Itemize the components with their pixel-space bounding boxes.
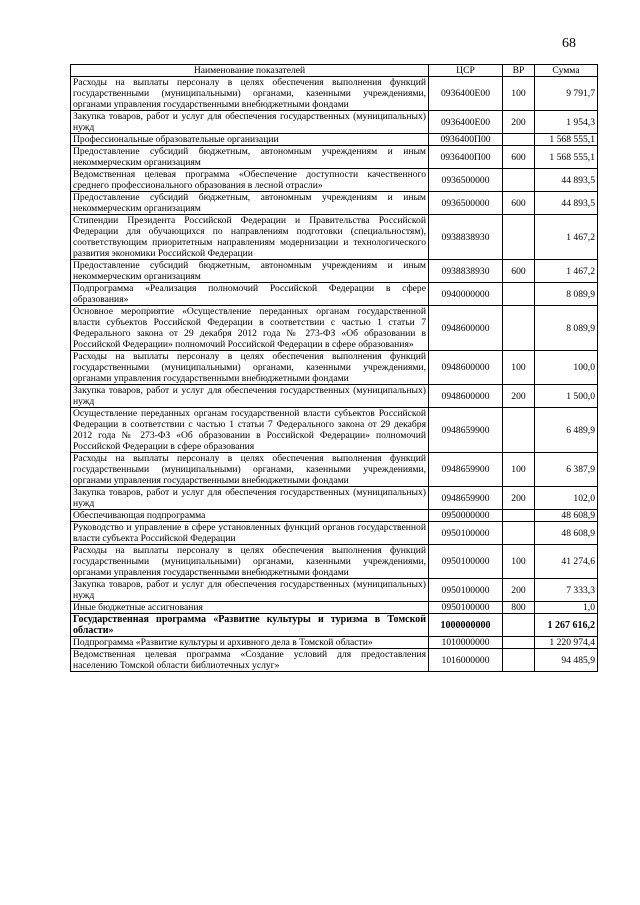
header-sum: Сумма: [535, 65, 598, 77]
table-header-row: [71, 65, 598, 77]
cell-csr: 0950100000: [429, 522, 503, 545]
cell-vr: 200: [503, 111, 535, 134]
table-row: [71, 545, 598, 579]
cell-name: Обеспечивающая подпрограмма: [71, 510, 429, 522]
cell-name: Подпрограмма «Реализация полномочий Российской Федерации в сфере образования»: [71, 283, 429, 306]
cell-sum: 48 608,9: [535, 522, 598, 545]
cell-csr: 0950000000: [429, 510, 503, 522]
table-row: [71, 134, 598, 146]
header-name: Наименование показателей: [71, 65, 429, 77]
cell-sum: 1 568 555,1: [535, 134, 598, 146]
cell-name: Расходы на выплаты персоналу в целях обеспечения выполнения функций государственными (муниципальными) органами, казенными учреждениями, органами управления государственными внебюджетными фондами: [71, 545, 429, 579]
table-row: [71, 192, 598, 215]
cell-sum: 1 220 974,4: [535, 637, 598, 649]
table-row: [71, 637, 598, 649]
budget-table: [70, 64, 598, 672]
cell-vr: [503, 522, 535, 545]
cell-name: Профессиональные образовательные организации: [71, 134, 429, 146]
cell-vr: 100: [503, 351, 535, 385]
cell-sum: 6 489,9: [535, 408, 598, 453]
cell-name: Закупка товаров, работ и услуг для обеспечения государственных (муниципальных) нужд: [71, 487, 429, 510]
cell-sum: 94 485,9: [535, 649, 598, 672]
table-row: [71, 385, 598, 408]
cell-csr: 1010000000: [429, 637, 503, 649]
cell-name: Расходы на выплаты персоналу в целях обеспечения выполнения функций государственными (муниципальными) органами, казенными учреждениями, органами управления государственными внебюджетными фондами: [71, 453, 429, 487]
cell-vr: [503, 283, 535, 306]
cell-csr: 0938838930: [429, 260, 503, 283]
cell-sum: 41 274,6: [535, 545, 598, 579]
cell-sum: 100,0: [535, 351, 598, 385]
table-row: [71, 614, 598, 637]
cell-name: Основное мероприятие «Осуществление переданных органам государственной власти субъектов Российской Федерации в соответствии с частью 1 статьи 7 Федерального закона от 29 декабря 2012 года № 273-ФЗ «Об образовании в Российской Федерации» полномочий Российской Федерации в сфере образования»: [71, 306, 429, 351]
cell-csr: 0938838930: [429, 215, 503, 260]
header-vr: ВР: [503, 65, 535, 77]
cell-sum: 8 089,9: [535, 306, 598, 351]
cell-vr: 600: [503, 192, 535, 215]
cell-sum: 1 954,3: [535, 111, 598, 134]
cell-sum: 1 467,2: [535, 260, 598, 283]
cell-csr: 0950100000: [429, 602, 503, 614]
table-row: [71, 579, 598, 602]
table-row: [71, 649, 598, 672]
cell-name: Расходы на выплаты персоналу в целях обеспечения выполнения функций государственными (муниципальными) органами, казенными учреждениями, органами управления государственными внебюджетными фондами: [71, 77, 429, 111]
cell-csr: 0948600000: [429, 385, 503, 408]
cell-csr: 1000000000: [429, 614, 503, 637]
cell-name: Закупка товаров, работ и услуг для обеспечения государственных (муниципальных) нужд: [71, 111, 429, 134]
table-row: [71, 283, 598, 306]
cell-vr: [503, 215, 535, 260]
cell-sum: 1 267 616,2: [535, 614, 598, 637]
cell-csr: 0950100000: [429, 545, 503, 579]
cell-csr: 0948659900: [429, 408, 503, 453]
cell-vr: 800: [503, 602, 535, 614]
cell-sum: 1 568 555,1: [535, 146, 598, 169]
table-row: [71, 510, 598, 522]
cell-name: Руководство и управление в сфере установленных функций органов государственной власти субъекта Российской Федерации: [71, 522, 429, 545]
cell-vr: [503, 649, 535, 672]
cell-vr: 100: [503, 453, 535, 487]
cell-vr: 200: [503, 487, 535, 510]
table-row: [71, 306, 598, 351]
cell-csr: 0948659900: [429, 487, 503, 510]
cell-csr: 1016000000: [429, 649, 503, 672]
cell-name: Стипендии Президента Российской Федерации и Правительства Российской Федерации для обучающихся по направлениям подготовки (специальностям), соответствующим приоритетным направлениям модернизации и технологического развития экономики Российской Федерации: [71, 215, 429, 260]
cell-vr: 200: [503, 579, 535, 602]
cell-vr: 600: [503, 146, 535, 169]
cell-name: Ведомственная целевая программа «Создание условий для предоставления населению Томской области библиотечных услуг»: [71, 649, 429, 672]
cell-csr: 0940000000: [429, 283, 503, 306]
cell-vr: [503, 637, 535, 649]
cell-name: Расходы на выплаты персоналу в целях обеспечения выполнения функций государственными (муниципальными) органами, казенными учреждениями, органами управления государственными внебюджетными фондами: [71, 351, 429, 385]
table-row: [71, 453, 598, 487]
cell-name: Иные бюджетные ассигнования: [71, 602, 429, 614]
cell-vr: 100: [503, 77, 535, 111]
table-row: [71, 602, 598, 614]
cell-name: Закупка товаров, работ и услуг для обеспечения государственных (муниципальных) нужд: [71, 579, 429, 602]
cell-sum: 44 893,5: [535, 169, 598, 192]
cell-vr: [503, 306, 535, 351]
table-row: [71, 260, 598, 283]
table-row: [71, 111, 598, 134]
table-row: [71, 351, 598, 385]
cell-vr: 200: [503, 385, 535, 408]
cell-vr: 600: [503, 260, 535, 283]
table-body: [71, 77, 598, 672]
cell-vr: [503, 134, 535, 146]
cell-csr: 0948600000: [429, 306, 503, 351]
cell-vr: [503, 614, 535, 637]
cell-sum: 1 467,2: [535, 215, 598, 260]
cell-sum: 8 089,9: [535, 283, 598, 306]
table-row: [71, 215, 598, 260]
cell-csr: 0936400Е00: [429, 111, 503, 134]
cell-csr: 0948600000: [429, 351, 503, 385]
cell-vr: [503, 510, 535, 522]
page-number: 68: [562, 36, 576, 51]
cell-csr: 0936400Е00: [429, 77, 503, 111]
cell-sum: 6 387,9: [535, 453, 598, 487]
cell-csr: 0950100000: [429, 579, 503, 602]
cell-sum: 7 333,3: [535, 579, 598, 602]
cell-csr: 0936500000: [429, 169, 503, 192]
cell-name: Государственная программа «Развитие культуры и туризма в Томской области»: [71, 614, 429, 637]
cell-sum: 102,0: [535, 487, 598, 510]
cell-sum: 1 500,0: [535, 385, 598, 408]
cell-name: Подпрограмма «Развитие культуры и архивного дела в Томской области»: [71, 637, 429, 649]
cell-name: Предоставление субсидий бюджетным, автономным учреждениям и иным некоммерческим организациям: [71, 260, 429, 283]
cell-name: Ведомственная целевая программа «Обеспечение доступности качественного среднего профессионального образования в лесной отрасли»: [71, 169, 429, 192]
table-row: [71, 487, 598, 510]
cell-name: Предоставление субсидий бюджетным, автономным учреждениям и иным некоммерческим организациям: [71, 146, 429, 169]
table-row: [71, 408, 598, 453]
table-row: [71, 169, 598, 192]
cell-vr: [503, 408, 535, 453]
cell-csr: 0936500000: [429, 192, 503, 215]
table-row: [71, 522, 598, 545]
header-csr: ЦСР: [429, 65, 503, 77]
table-row: [71, 77, 598, 111]
cell-csr: 0936400П00: [429, 146, 503, 169]
cell-name: Закупка товаров, работ и услуг для обеспечения государственных (муниципальных) нужд: [71, 385, 429, 408]
cell-sum: 9 791,7: [535, 77, 598, 111]
cell-sum: 48 608,9: [535, 510, 598, 522]
cell-csr: 0936400П00: [429, 134, 503, 146]
cell-vr: 100: [503, 545, 535, 579]
cell-csr: 0948659900: [429, 453, 503, 487]
cell-vr: [503, 169, 535, 192]
table-row: [71, 146, 598, 169]
cell-name: Предоставление субсидий бюджетным, автономным учреждениям и иным некоммерческим организациям: [71, 192, 429, 215]
cell-sum: 44 893,5: [535, 192, 598, 215]
cell-sum: 1,0: [535, 602, 598, 614]
cell-name: Осуществление переданных органам государственной власти субъектов Российской Федерации в соответствии с частью 1 статьи 7 Федерального закона от 29 декабря 2012 года № 273-ФЗ «Об образовании в Российской Федерации» полномочий Российской Федерации в сфере образования: [71, 408, 429, 453]
